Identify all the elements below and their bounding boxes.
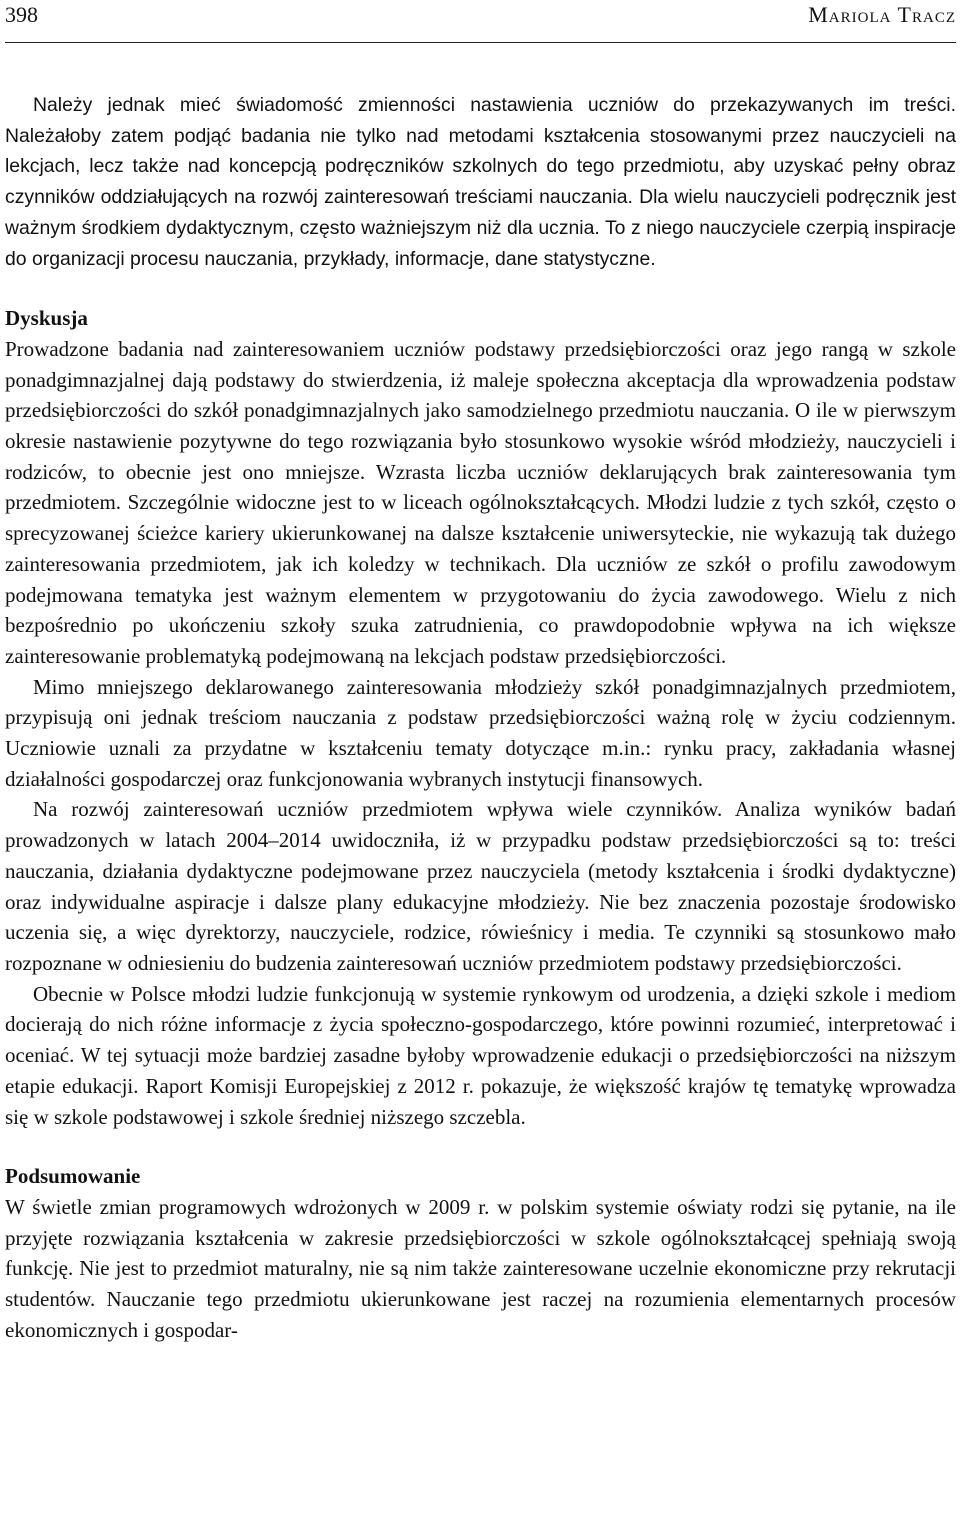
- summary-section: [5, 1161, 956, 1345]
- page-number: 398: [5, 2, 38, 27]
- discussion-heading: Dyskusja: [5, 306, 88, 331]
- summary-heading: Podsumowanie: [5, 1164, 141, 1189]
- discussion-section: [5, 303, 956, 1132]
- intro-section: [5, 90, 956, 274]
- running-author: Mariola Tracz: [808, 2, 956, 27]
- running-header: [5, 0, 956, 36]
- intro-paragraph: Należy jednak mieć świadomość zmienności nastawienia uczniów do przekazywanych im treści. Należałoby zatem podjąć badania nie tylko nad metodami kształcenia stosowanymi przez nauczycieli na lekcjach, lecz także nad koncepcją podręczników szkolnych do tego przedmiotu, aby uzyskać pełny obraz czynników oddziałujących na rozwój zainteresowań treściami nauczania. Dla wielu nauczycieli podręcznik jest ważnym środkiem dydaktycznym, często ważniejszym niż dla ucznia. To z niego nauczyciele czerpią inspiracje do organizacji procesu nauczania, przykłady, informacje, dane statystyczne.: [5, 94, 956, 270]
- discussion-paragraph-4: Obecnie w Polsce młodzi ludzie funkcjonują w systemie rynkowym od urodzenia, a dzięki szkole i mediom docierają do nich różne informacje z życia społeczno-gospodarczego, które powinni rozumieć, interpretować i oceniać. W tej sytuacji może bardziej zasadne byłoby wprowadzenie edukacji o przedsiębiorczości na niższym etapie edukacji. Raport Komisji Europejskiej z 2012 r. pokazuje, że większość krajów tę tematykę wprowadza się w szkole podstawowej i szkole średniej niższego szczebla.: [5, 981, 956, 1129]
- header-rule: [5, 42, 956, 43]
- discussion-paragraph-2: Mimo mniejszego deklarowanego zainteresowania młodzieży szkół ponadgimnazjalnych przedmiotem, przypisują oni jednak treściom nauczania z podstaw przedsiębiorczości ważną rolę w życiu codziennym. Uczniowie uznali za przydatne w kształceniu tematy dotyczące m.in.: rynku pracy, zakładania własnej działalności gospodarczej oraz funkcjonowania wybranych instytucji finansowych.: [5, 674, 956, 791]
- discussion-paragraph-3: Na rozwój zainteresowań uczniów przedmiotem wpływa wiele czynników. Analiza wyników badań prowadzonych w latach 2004–2014 uwidoczniła, iż w przypadku podstaw przedsiębiorczości są to: treści nauczania, działania dydaktyczne podejmowane przez nauczyciela (metody kształcenia i środki dydaktyczne) oraz indywidualne aspiracje i dalsze plany edukacyjne młodzieży. Nie bez znaczenia pozostaje środowisko uczenia się, a więc dyrektorzy, nauczyciele, rodzice, rówieśnicy i media. Te czynniki są stosunkowo mało rozpoznane w odniesieniu do budzenia zainteresowań uczniów przedmiotem podstawy przedsiębiorczości.: [5, 797, 956, 975]
- summary-paragraph-1: W świetle zmian programowych wdrożonych w 2009 r. w polskim systemie oświaty rodzi się pytanie, na ile przyjęte rozwiązania kształcenia w zakresie przedsiębiorczości w szkole ogólnokształcącej spełniają swoją funkcję. Nie jest to przedmiot maturalny, nie są nim także zainteresowane uczelnie ekonomiczne przy rekrutacji studentów. Nauczanie tego przedmiotu ukierunkowane jest raczej na rozumienia elementarnych procesów ekonomicznych i gospodar-: [5, 1194, 956, 1342]
- discussion-paragraph-1: Prowadzone badania nad zainteresowaniem uczniów podstawy przedsiębiorczości oraz jego rangą w szkole ponadgimnazjalnej dają podstawy do stwierdzenia, iż maleje społeczna akceptacja dla wprowadzenia podstaw przedsiębiorczości do szkół ponadgimnazjalnych jako samodzielnego przedmiotu nauczania. O ile w pierwszym okresie nastawienie pozytywne do tego rozwiązania było stosunkowo wysokie wśród młodzieży, nauczycieli i rodziców, to obecnie jest ono mniejsze. Wzrasta liczba uczniów deklarujących brak zainteresowania tym przedmiotem. Szczególnie widoczne jest to w liceach ogólnokształcących. Młodzi ludzie z tych szkół, często o sprecyzowanej ścieżce kariery ukierunkowanej na dalsze kształcenie uniwersyteckie, nie wykazują tak dużego zainteresowania przedmiotem, jak ich koledzy w technikach. Dla uczniów ze szkół o profilu zawodowym podejmowana tematyka jest ważnym elementem w przygotowaniu do życia zawodowego. Wielu z nich bezpośrednio po ukończeniu szkoły szuka zatrudnienia, co prawdopodobnie wpływa na ich większe zainteresowanie problematyką podejmowaną na lekcjach podstaw przedsiębiorczości.: [5, 336, 956, 668]
